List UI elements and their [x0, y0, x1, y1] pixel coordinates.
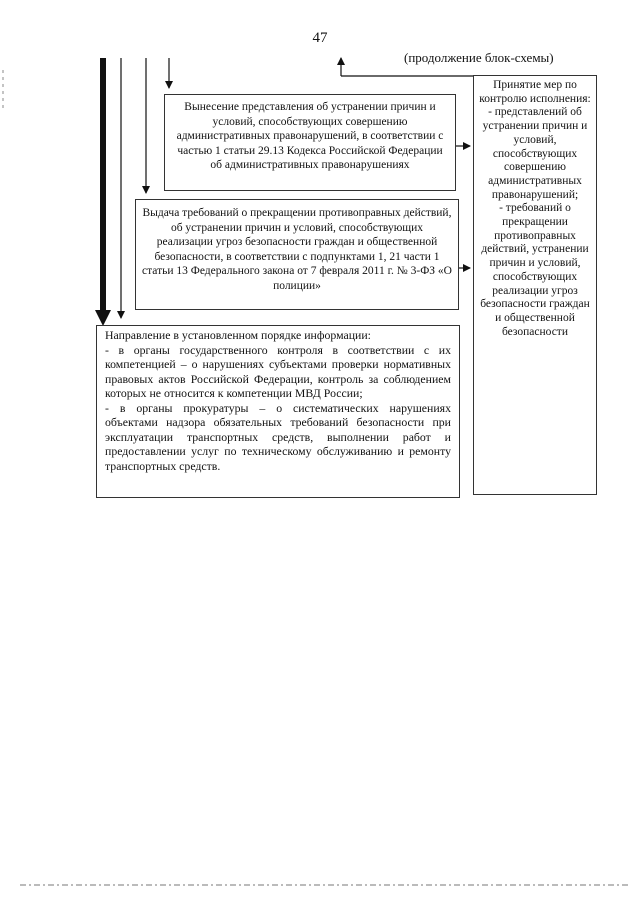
control-measures-item-representations: - представлений об устранении причин и условий, способствующих совершению административных правонарушений; [482, 106, 588, 201]
page-number: 47 [312, 30, 328, 46]
information-item-state-control: - в органы государственного контроля в соответствии с их компетенцией – о нарушениях субъектами проверки нормативных правовых актов Российской Федерации, контроль за соблюдением которых не относится к компетенции МВД России; [105, 342, 451, 400]
requirements-box: Выдача требований о прекращении противоправных действий, об устранении причин и условий, способствующих реализации угроз безопасности граждан и общественной безопасности, в соответствии с подпунктами 1, 21 части 1 статьи 13 Федерального закона от 7 февраля 2011 г. № 3-ФЗ «О полиции» [135, 199, 459, 310]
control-measures-box [473, 75, 597, 495]
main-flow-arrowhead [95, 310, 111, 326]
information-item-prosecutor: - в органы прокуратуры – о систематических нарушениях объектами надзора обязательных требований безопасности при эксплуатации транспортных средств, выполнении работ и предоставлении услуг по техническому обслуживанию и ремонту транспортных средств. [105, 400, 451, 473]
information-intro: Направление в установленном порядке информации: [105, 328, 371, 342]
information-box [96, 325, 460, 498]
representation-box: Вынесение представления об устранении причин и условий, способствующих совершению административных правонарушений, в соответствии с частью 1 статьи 29.13 Кодекса Российской Федерации об административных правонарушениях [164, 94, 456, 191]
control-measures-title: Принятие мер по контролю исполнения: [479, 79, 591, 105]
control-measures-item-requirements: - требований о прекращении противоправных действий, устранении причин и условий, способствующих реализации угроз безопасности граждан и общественной безопасности [480, 202, 590, 338]
continuation-caption: (продолжение блок-схемы) [404, 50, 554, 65]
